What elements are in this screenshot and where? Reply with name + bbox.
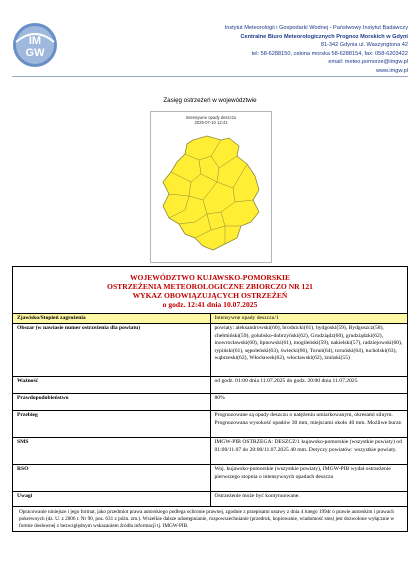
row-label: Ważność: [13, 377, 211, 394]
row-value: Intensywne opady deszczu/1: [210, 314, 408, 324]
row-label: Prawdopodobieństwo: [13, 394, 211, 411]
table-title: [13, 267, 408, 314]
row-value: powiaty: aleksandrowski(60), brodnicki(61), bydgoski(59), Bydgoszcz(58), chełmiński(59), golubsko-dobrzyński(62), Grudziądz(60), grudziądzki(62), inowrocławski(60), lipnowski(61), mogileński(59), nakielski(57), radziejowski(60), rypiński(61), sępoleński(63), świecki(66), Toruń(64), toruński(64), tucholski(63), wąbrzeski(62), Włocławek(62), włocławski(62), żniński(55): [210, 324, 408, 377]
svg-text:IM: IM: [28, 35, 42, 47]
table-row: [13, 492, 408, 507]
header-divider: [12, 76, 408, 77]
voivodeship-area: [163, 136, 259, 250]
row-label: RSO: [13, 465, 211, 492]
inst-email[interactable]: email: meteo.pomorze@imgw.pl: [328, 59, 408, 66]
row-value: Ostrzeżenie może być kontynuowane.: [210, 492, 408, 507]
imgw-logo: [12, 22, 58, 68]
warnings-table: [12, 266, 408, 532]
row-label: Obszar (w nawiasie numer ostrzeżenia dla powiatu): [13, 324, 211, 377]
title-list: WYKAZ OBOWIĄZUJĄCYCH OSTRZEŻEŃ: [132, 291, 288, 300]
row-value: 80%: [210, 394, 408, 411]
table-row: [13, 394, 408, 411]
row-label: Zjawisko/Stopień zagrożenia: [13, 314, 211, 324]
voivodeship-map: [155, 134, 267, 254]
inst-line-2: Centralne Biuro Meteorologicznych Prognoz Morskich w Gdyni: [240, 33, 408, 40]
row-label: SMS: [13, 438, 211, 465]
row-value: Woj. kujawsko-pomorskie (wszystkie powiaty), IMGW-PIB wydał ostrzeżenie pierwszego stopnia o intensywnych opadach deszczu: [210, 465, 408, 492]
table-row: [13, 324, 408, 377]
title-voivodeship: WOJEWÓDZTWO KUJAWSKO-POMORSKIE: [129, 273, 291, 282]
inst-line-3: 81-342 Gdynia ul. Waszyngtona 42: [320, 42, 408, 49]
row-value: od godz. 01:00 dnia 11.07.2025 do godz. 20:00 dnia 11.07.2025: [210, 377, 408, 394]
svg-text:GW: GW: [25, 47, 45, 59]
row-value: IMGW-PIB OSTRZEGA: DESZCZ/1 kujawsko-pomorskie (wszystkie powiaty) od 01:00/11.07 do 20:00/11.07.2025 40 mm. Dotyczy powiatów: wszystkie powiaty.: [210, 438, 408, 465]
title-datetime: o godz. 12:41 dnia 10.07.2025: [162, 300, 258, 309]
map-timestamp: 2025-07-10 12:41: [194, 120, 228, 126]
table-row: [13, 314, 408, 324]
title-warnings: OSTRZEŻENIA METEOROLOGICZNE ZBIORCZO NR 121: [107, 282, 313, 291]
warning-map: [150, 111, 272, 263]
table-row: [13, 438, 408, 465]
row-label: Przebieg: [13, 411, 211, 438]
row-value: Prognozowane są opady deszczu o natężeniu umiarkowanym, okresami silnym. Prognozowana wysokość opadów 30 mm, miejscami około 40 mm. Możliwe burze.: [210, 411, 408, 438]
map-subtitle: [151, 115, 271, 125]
table-row: [13, 377, 408, 394]
map-phenomenon: Intensywne opady deszczu: [185, 115, 237, 120]
table-row: [13, 465, 408, 492]
inst-line-1: Instytut Meteorologii i Gospodarki Wodnej - Państwowy Instytut Badawczy: [224, 25, 408, 31]
table-row: [13, 411, 408, 438]
row-label: Uwagi: [13, 492, 211, 507]
map-title: Zasięg ostrzeżeń w województwie: [163, 97, 257, 104]
inst-line-4: tel: 58-6288150, osłona morska 58-6288154, fax: 058-6203422: [251, 50, 408, 57]
inst-website[interactable]: www.imgw.pl: [375, 67, 408, 74]
institute-header: [108, 24, 408, 76]
copyright-footer: Opracowanie niniejsze i jego format, jako przedmiot prawa autorskiego podlega ochronie prawnej, zgodnie z przepisami ustawy z dnia 4 lutego 1994r o prawie autorskim i prawach pokrewnych (dz. U. z 2006 r. Nr 90, poz. 631 z późn. zm.). Wszelkie dalsze udostępnianie, rozpowszechnianie (przedruk, kopiowanie, wiadomość sms) jest dozwolone wyłącznie w formie dosłownej z bezwzględnym wskazaniem źródła informacji tj. IMGW-PIB.: [13, 507, 408, 532]
